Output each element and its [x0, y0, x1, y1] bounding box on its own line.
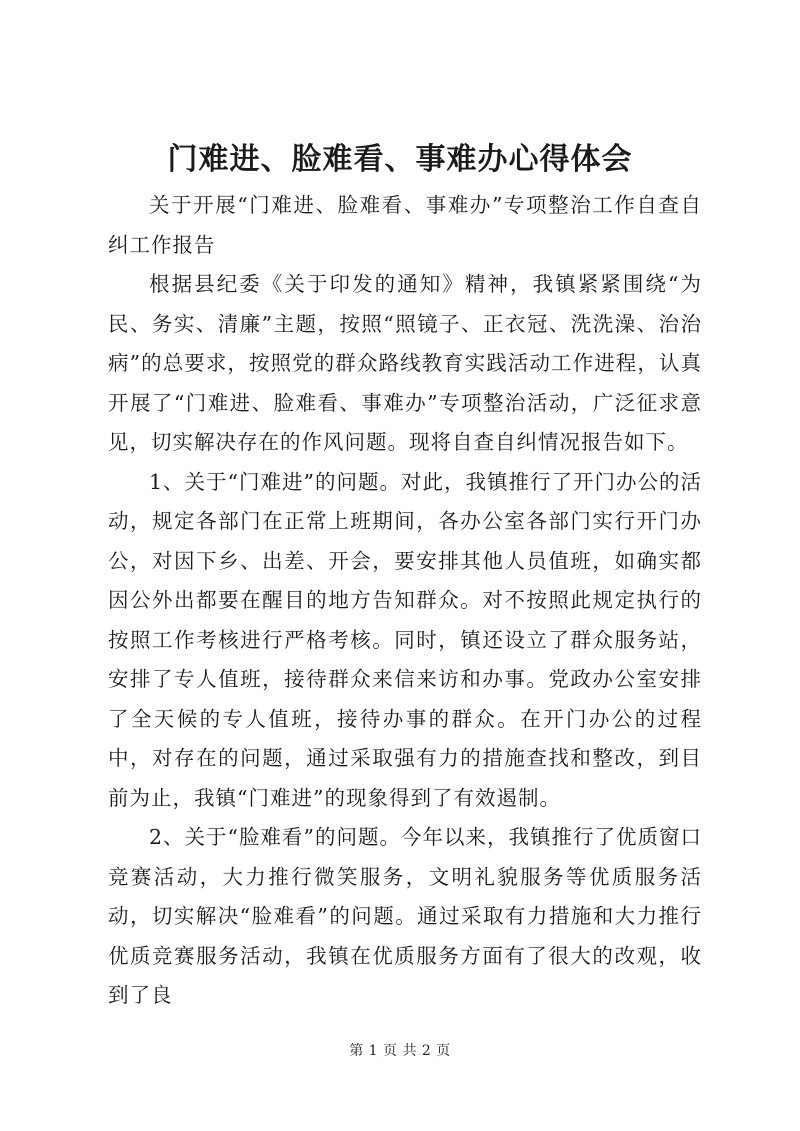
section-1-paragraph: 1、关于“门难进”的问题。对此，我镇推行了开门办公的活动，规定各部门在正常上班期间，各办公室各部门实行开门办公，对因下乡、出差、开会，要安排其他人员值班，如确实都因公外出都要在醒目的地方告知群众。对不按照此规定执行的按照工作考核进行严格考核。同时，镇还设立了群众服务站，安排了专人值班，接待群众来信来访和办事。党政办公室安排了全天候的专人值班，接待办事的群众。在开门办公的过程中，对存在的问题，通过采取强有力的措施查找和整改，到目前为止，我镇“门难进”的现象得到了有效遏制。: [108, 469, 703, 810]
intro-paragraph: 根据县纪委《关于印发的通知》精神，我镇紧紧围绕“为民、务实、清廉”主题，按照“照镜子、正衣冠、洗洗澡、治治病”的总要求，按照党的群众路线教育实践活动工作进程，认真开展了“门难进、脸难看、事难办”专项整治活动，广泛征求意见，切实解决存在的作风问题。现将自查自纠情况报告如下。: [108, 272, 702, 454]
document-body: [108, 186, 702, 1016]
document-title: 门难进、脸难看、事难办心得体会: [167, 142, 633, 177]
section-2-paragraph: 2、关于“脸难看”的问题。今年以来，我镇推行了优质窗口竞赛活动，大力推行微笑服务，文明礼貌服务等优质服务活动，切实解决“脸难看”的问题。通过采取有力措施和大力推行优质竞赛服务活动，我镇在优质服务方面有了很大的改观，收到了良: [108, 825, 703, 1007]
page-number-footer: 第 1 页 共 2 页: [349, 1043, 451, 1059]
report-subtitle-paragraph: 关于开展“门难进、脸难看、事难办”专项整治工作自查自纠工作报告: [108, 193, 702, 257]
